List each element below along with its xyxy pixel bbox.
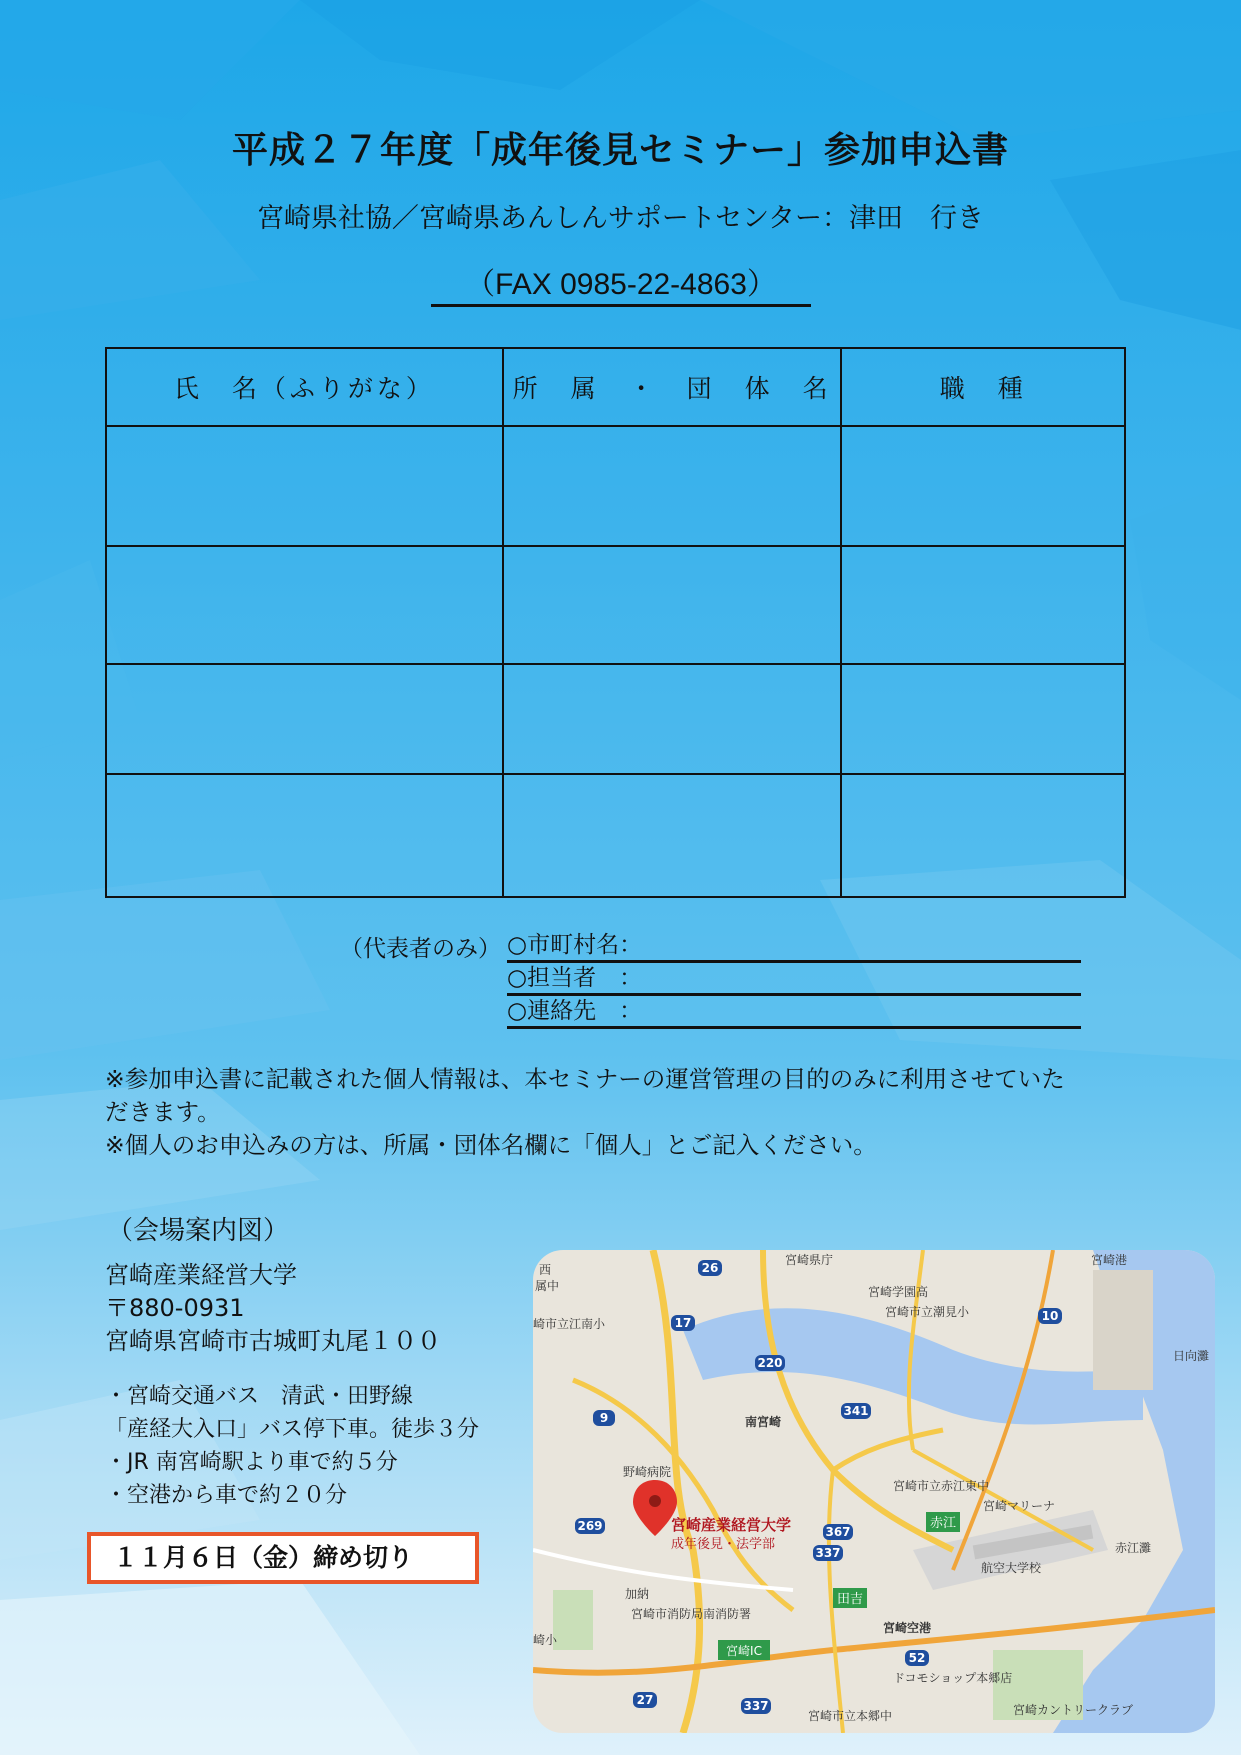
map-label: 宮崎産業経営大学 — [671, 1516, 792, 1534]
map-label: 宮崎学園高 — [868, 1285, 929, 1299]
map-label: 野崎病院 — [623, 1465, 672, 1479]
venue-map — [533, 1250, 1215, 1733]
map-label: 属中 — [535, 1279, 560, 1293]
route-badge: 26 — [701, 1261, 719, 1275]
table-row — [106, 426, 1125, 546]
name-cell[interactable] — [106, 426, 503, 546]
map-label: 加納 — [625, 1587, 650, 1601]
map-label: 崎市立江南小 — [533, 1317, 606, 1331]
route-badge: 341 — [843, 1404, 869, 1418]
map-label: 赤江灘 — [1115, 1541, 1152, 1555]
representative-label: （代表者のみ） — [340, 936, 501, 962]
route-badge: 269 — [577, 1519, 603, 1533]
map-label: 宮崎市立潮見小 — [885, 1305, 970, 1319]
map-label: 宮崎市消防局南消防署 — [631, 1607, 752, 1621]
occupation-cell[interactable] — [841, 664, 1125, 774]
deadline-badge: １１月６日（金）締め切り — [87, 1532, 479, 1584]
contact-person-field[interactable]: ○担当者 ： — [507, 963, 1081, 996]
affiliation-cell[interactable] — [503, 546, 842, 664]
map-label: 宮崎市立赤江東中 — [893, 1479, 990, 1493]
venue-postal: 〒880-0931 — [105, 1294, 245, 1322]
map-label: 田吉 — [836, 1592, 864, 1607]
affiliation-cell[interactable] — [503, 664, 842, 774]
direction-line: ・空港から車で約２０分 — [105, 1483, 348, 1508]
header-occupation: 職 種 — [841, 348, 1125, 426]
venue-heading: （会場案内図） — [107, 1216, 290, 1246]
map-label: 日向灘 — [1173, 1349, 1210, 1363]
direction-line: 「産経大入口」バス停下車。徒歩３分 — [105, 1417, 480, 1442]
route-badge: 337 — [743, 1699, 769, 1713]
header-affiliation: 所 属 ・ 団 体 名 — [503, 348, 842, 426]
note-line: だきます。 — [105, 1098, 221, 1126]
occupation-cell[interactable] — [841, 426, 1125, 546]
venue-name: 宮崎産業経営大学 — [105, 1261, 297, 1289]
map-label: 南宮崎 — [745, 1415, 782, 1429]
route-badge: 337 — [815, 1546, 841, 1560]
occupation-cell[interactable] — [841, 774, 1125, 897]
notes — [105, 1063, 1135, 1162]
map-label: 宮崎カントリークラブ — [1013, 1703, 1134, 1717]
map-label: 西 — [539, 1263, 552, 1277]
name-cell[interactable] — [106, 546, 503, 664]
application-table — [105, 347, 1126, 898]
table-row — [106, 774, 1125, 897]
route-badge: 17 — [674, 1316, 692, 1330]
route-badge: 220 — [757, 1356, 783, 1370]
direction-line: ・宮崎交通バス 清武・田野線 — [105, 1384, 414, 1409]
route-badge: 27 — [636, 1693, 654, 1707]
map-label: 成年後見・法学部 — [671, 1537, 776, 1552]
route-badge: 10 — [1041, 1309, 1059, 1323]
fax-number: （FAX 0985-22-4863） — [431, 259, 811, 307]
map-label: 宮崎空港 — [883, 1621, 932, 1635]
header-name: 氏 名（ふりがな） — [106, 348, 503, 426]
name-cell[interactable] — [106, 664, 503, 774]
map-label: 宮崎港 — [1091, 1253, 1128, 1267]
table-header-row — [106, 348, 1125, 426]
map-label: 崎小 — [533, 1633, 558, 1647]
map-label: 赤江 — [929, 1516, 957, 1531]
affiliation-cell[interactable] — [503, 774, 842, 897]
contact-info-field[interactable]: ○連絡先 ： — [507, 996, 1081, 1029]
route-badge: 52 — [908, 1651, 926, 1665]
map-label: 宮崎IC — [726, 1644, 762, 1658]
map-label: ドコモショップ本郷店 — [893, 1671, 1013, 1685]
venue-info — [105, 1210, 535, 1512]
route-badge: 9 — [599, 1411, 609, 1425]
recipient-line: 宮崎県社協／宮崎県あんしんサポートセンター：津田 行き — [256, 203, 985, 234]
map-label: 宮崎市立本郷中 — [808, 1709, 893, 1723]
map-label: 航空大学校 — [981, 1561, 1042, 1575]
venue-address: 宮崎県宮崎市古城町丸尾１００ — [105, 1327, 441, 1355]
form-title: 平成２７年度「成年後見セミナー」参加申込書 — [231, 129, 1009, 171]
map-label: 宮崎マリーナ — [983, 1499, 1056, 1513]
table-row — [106, 546, 1125, 664]
municipality-field[interactable]: ○市町村名： — [507, 930, 1081, 963]
table-row — [106, 664, 1125, 774]
note-line: ※個人のお申込みの方は、所属・団体名欄に「個人」とご記入ください。 — [105, 1131, 877, 1159]
direction-line: ・JR 南宮崎駅より車で約５分 — [105, 1450, 398, 1475]
note-line: ※参加申込書に記載された個人情報は、本セミナーの運営管理の目的のみに利用させていた — [105, 1065, 1065, 1093]
map-label: 宮崎県庁 — [785, 1253, 834, 1267]
occupation-cell[interactable] — [841, 546, 1125, 664]
route-badge: 367 — [825, 1525, 851, 1539]
affiliation-cell[interactable] — [503, 426, 842, 546]
name-cell[interactable] — [106, 774, 503, 897]
